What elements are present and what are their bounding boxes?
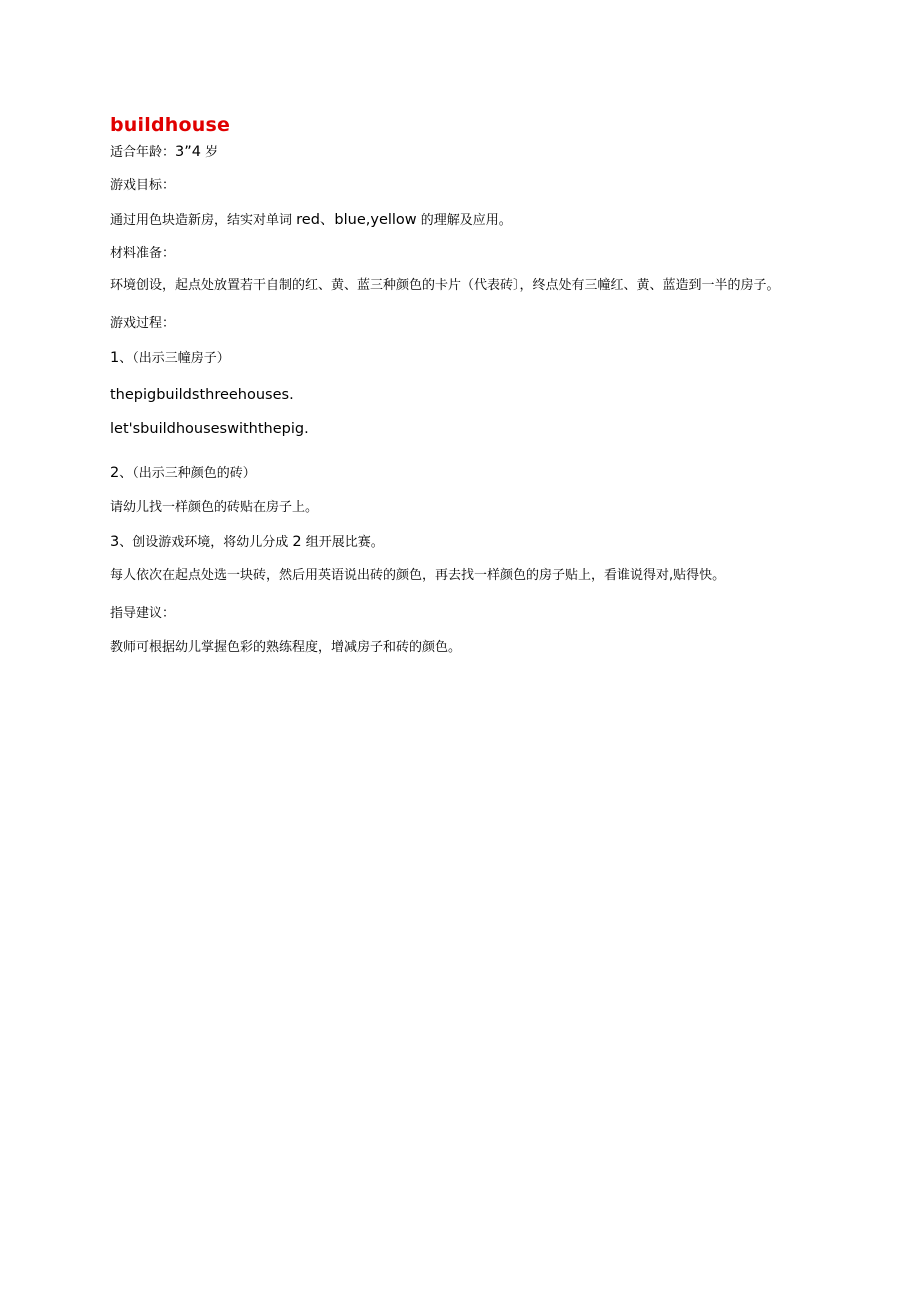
step2-number: 2: [110, 465, 120, 481]
process-step1: [110, 348, 790, 369]
english-line-2: let'sbuildhouseswiththepig.: [110, 421, 309, 437]
document-title: buildhouse: [110, 114, 231, 136]
step2-text: 、（出示三种颜色的砖）: [119, 466, 256, 481]
goal-text: [110, 210, 790, 231]
age-value: 3”4: [175, 144, 201, 160]
goal-heading: 游戏目标：: [110, 178, 176, 193]
guidance-text: 教师可根据幼儿掌握色彩的熟练程度，增减房子和砖的颜色。: [110, 640, 462, 655]
age-unit: 岁: [200, 145, 219, 160]
materials-text: 环境创设，起点处放置若干自制的红、黄、蓝三种颜色的卡片（代表砖〕，终点处有三幢红、黄、蓝造到一半的房子。: [110, 278, 780, 293]
goal-text-part1: 通过用色块造新房，结实对单词: [110, 213, 297, 228]
document-content: [110, 112, 790, 658]
materials-heading: 材料准备：: [110, 246, 176, 261]
age-line: [110, 142, 790, 163]
step1-text: 、（出示三幢房子）: [119, 351, 230, 366]
process-step2: [110, 463, 790, 484]
process-step3: [110, 532, 790, 553]
guidance-heading: 指导建议：: [110, 606, 176, 621]
goal-words: red、blue,yellow: [296, 212, 417, 228]
step3-text-part2: 组开展比赛。: [301, 535, 384, 550]
english-line-1: thepigbuildsthreehouses.: [110, 387, 294, 403]
step3-number: 3: [110, 534, 120, 550]
step3-detail: 每人依次在起点处选一块砖，然后用英语说出砖的颜色，再去找一样颜色的房子贴上，看谁说得对,贴得快。: [110, 568, 726, 583]
step3-text-part1: 、创设游戏环境，将幼儿分成: [119, 535, 293, 550]
goal-text-part2: 的理解及应用。: [416, 213, 512, 228]
age-label: 适合年龄：: [110, 145, 176, 160]
step1-number: 1: [110, 350, 120, 366]
step2-detail: 请幼儿找一样颜色的砖贴在房子上。: [110, 500, 319, 515]
step3-groups: 2: [292, 534, 302, 550]
process-heading: 游戏过程：: [110, 316, 176, 331]
